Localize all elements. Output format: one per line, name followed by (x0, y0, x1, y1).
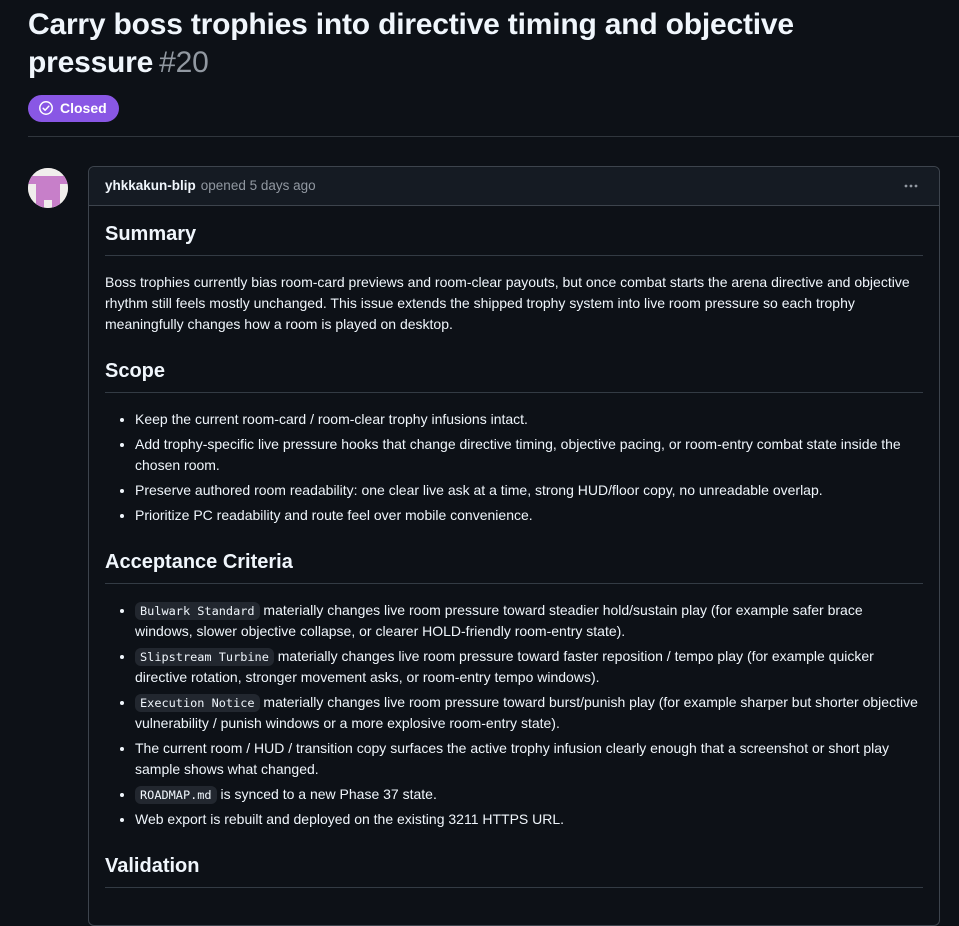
list-item-text: materially changes live room pressure toward steadier hold/sustain play (for example safer brace windows, slower objective collapse, or clearer HOLD-friendly room-entry state). (135, 601, 863, 639)
scope-list (105, 409, 923, 526)
list-item (135, 809, 923, 830)
acceptance-criteria-list (105, 600, 923, 830)
comment-body (89, 206, 939, 920)
list-item (135, 646, 923, 688)
issue-timeline (28, 166, 959, 926)
list-item (135, 600, 923, 642)
issue-page (0, 6, 959, 926)
list-item-text: materially changes live room pressure toward burst/punish play (for example sharper but shorter objective vulnerability / punish windows or a more explosive room-entry state). (135, 693, 918, 731)
list-item: • Prioritize PC readability and route feel over mobile convenience. (135, 505, 923, 526)
comment-card (88, 166, 940, 926)
issue-title (28, 6, 945, 81)
issue-title-text: Carry boss trophies into directive timing and objective pressure (28, 8, 794, 79)
list-item: • Add trophy-specific live pressure hooks that change directive timing, objective pacing, or room-entry combat state inside the chosen room. (135, 434, 923, 476)
list-item (135, 738, 923, 780)
avatar[interactable] (28, 168, 68, 208)
list-item: • Preserve authored room readability: one clear live ask at a time, strong HUD/floor copy, no unreadable overlap. (135, 480, 923, 501)
list-item-text: is synced to a new Phase 37 state. (216, 785, 437, 802)
inline-code: ROADMAP.md (135, 786, 217, 804)
comment-header (89, 167, 939, 206)
issue-state-badge (28, 95, 119, 122)
issue-number: #20 (159, 45, 209, 79)
section-heading-validation: Validation (105, 854, 923, 888)
kebab-menu-button[interactable] (899, 176, 923, 196)
inline-code: Execution Notice (135, 694, 260, 712)
list-item-text: Web export is rebuilt and deployed on the existing 3211 HTTPS URL. (135, 810, 565, 827)
section-heading-acceptance-criteria: Acceptance Criteria (105, 550, 923, 584)
summary-paragraph: Boss trophies currently bias room-card previews and room-clear payouts, but once combat starts the arena directive and objective rhythm still feels mostly unchanged. This issue extends the shipped trophy system into live room pressure so each trophy meaningfully changes how a room is played on desktop. (105, 273, 910, 332)
identicon-icon (28, 168, 68, 208)
issue-closed-icon (38, 100, 54, 116)
section-heading-summary: Summary (105, 222, 923, 256)
list-item (135, 784, 923, 805)
list-item-text: The current room / HUD / transition copy surfaces the active trophy infusion clearly enough that a screenshot or short play sample shows what changed. (135, 739, 890, 777)
kebab-horizontal-icon (903, 178, 919, 194)
list-item-text: materially changes live room pressure toward faster reposition / tempo play (for example quicker directive rotation, stronger movement asks, or room-entry tempo windows). (135, 647, 874, 685)
comment-meta: opened 5 days ago (200, 177, 316, 193)
comment-author[interactable]: yhkkakun-blip (105, 177, 196, 193)
section-heading-scope: Scope (105, 359, 923, 393)
inline-code: Bulwark Standard (135, 602, 260, 620)
inline-code: Slipstream Turbine (135, 648, 274, 666)
header-divider (28, 136, 959, 137)
issue-state-label: Closed (60, 100, 107, 116)
list-item: • Keep the current room-card / room-clear trophy infusions intact. (135, 409, 923, 430)
list-item (135, 692, 923, 734)
